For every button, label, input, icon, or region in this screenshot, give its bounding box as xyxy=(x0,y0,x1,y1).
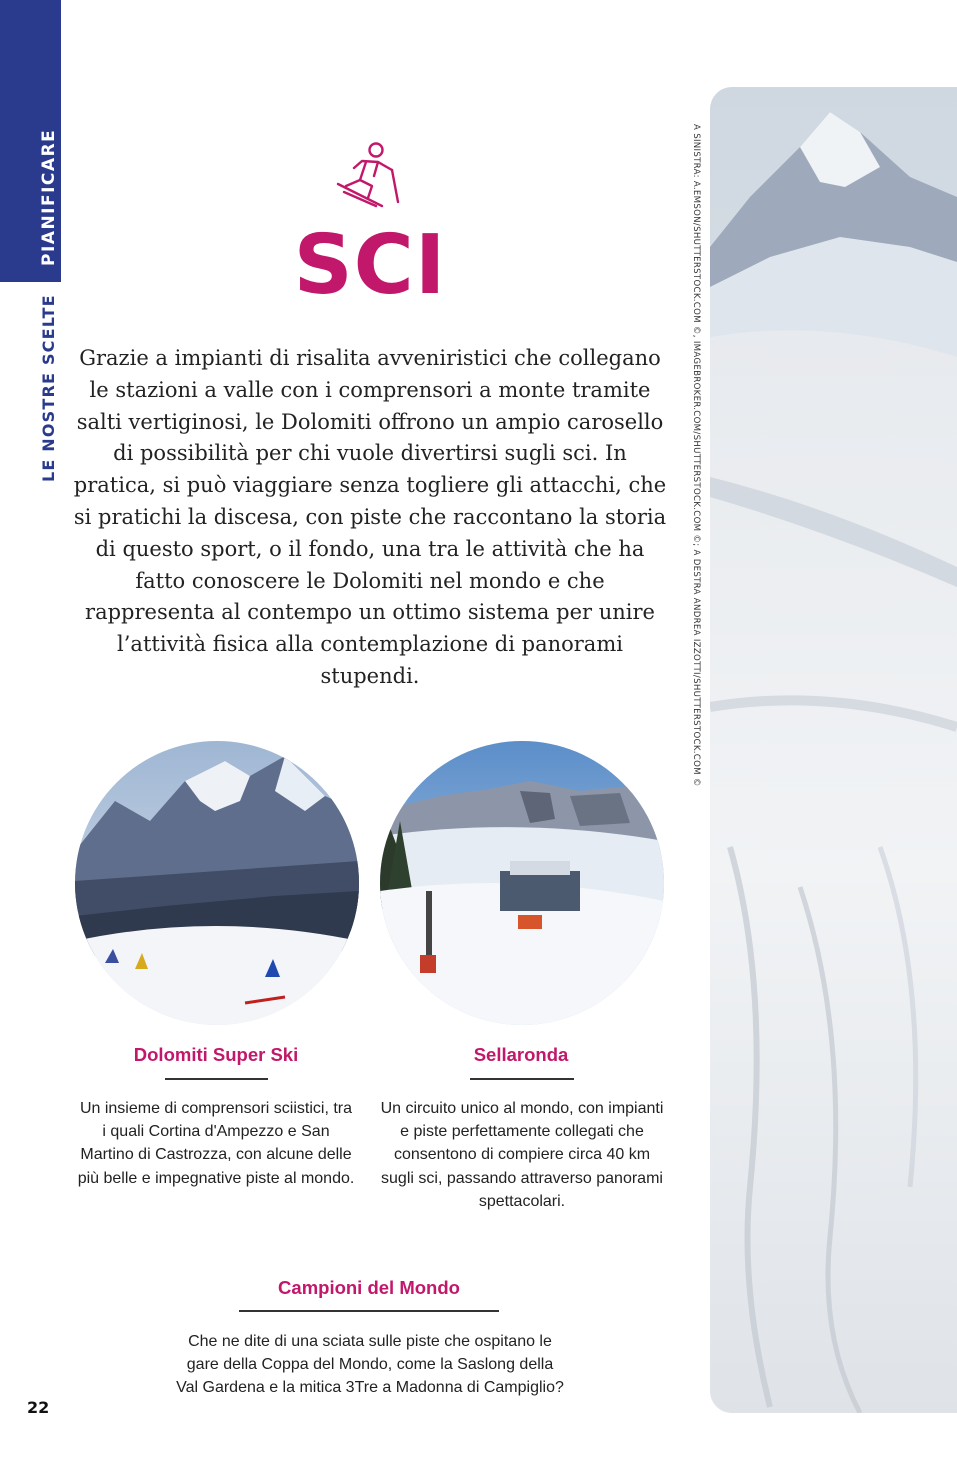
campioni-del-mondo-text: Che ne dite di una sciata sulle piste che ospitano le gare della Coppa del Mondo, come la Saslong della Val Gardena e la mitica 3Tre a Madonna di Campiglio? xyxy=(176,1333,564,1397)
page-number: 22 xyxy=(27,1398,50,1417)
sidebar-tab-label: PIANIFICARE xyxy=(39,128,59,266)
divider xyxy=(165,1078,268,1080)
dolomiti-super-ski-text: Un insieme di comprensori sciistici, tra i quali Cortina d'Ampezzo e San Martino di Castrozza, con alcune delle più belle e impegnative piste al mondo. xyxy=(77,1100,355,1187)
page-title: SCI xyxy=(293,218,447,313)
intro-paragraph: Grazie a impianti di risalita avveniristici che collegano le stazioni a valle con i comprensori a monte tramite salti vertiginosi, le Dolomiti offrono un ampio carosello di possibilità per chi vuole divertirsi sugli sci. In pratica, si può viaggiare senza togliere gli attacchi, che si pratichi la discesa, con piste che raccontano la storia di questo sport, o il fondo, una tra le attività che ha fatto conoscere le Dolomiti nel mondo e che rappresenta al contempo un ottimo sistema per unire l’attività fisica alla contemplazione di panorami stupendi. xyxy=(73,346,667,688)
divider xyxy=(470,1078,574,1080)
skier-icon xyxy=(332,140,408,210)
snow-slope-photo xyxy=(710,87,957,1413)
photo-credit: A SINISTRA: A.EMSON/SHUTTERSTOCK.COM ©, IMAGEBROKER.COM/SHUTTERSTOCK.COM ©; A DESTRA ANDREA IZZOTTI/SHUTTERSTOCK.COM © xyxy=(691,124,701,787)
campioni-del-mondo-title: Campioni del Mondo xyxy=(278,1277,460,1298)
divider xyxy=(239,1310,499,1312)
sidebar-section-label: LE NOSTRE SCELTE xyxy=(39,294,58,482)
dolomiti-super-ski-photo xyxy=(75,741,359,1025)
sellaronda-title: Sellaronda xyxy=(473,1044,569,1065)
sellaronda-photo xyxy=(380,741,664,1025)
dolomiti-super-ski-title: Dolomiti Super Ski xyxy=(133,1044,299,1065)
sellaronda-text: Un circuito unico al mondo, con impianti e piste perfettamente collegati che consentono di compiere circa 40 km sugli sci, passando attraverso panorami spettacolari. xyxy=(380,1100,664,1210)
